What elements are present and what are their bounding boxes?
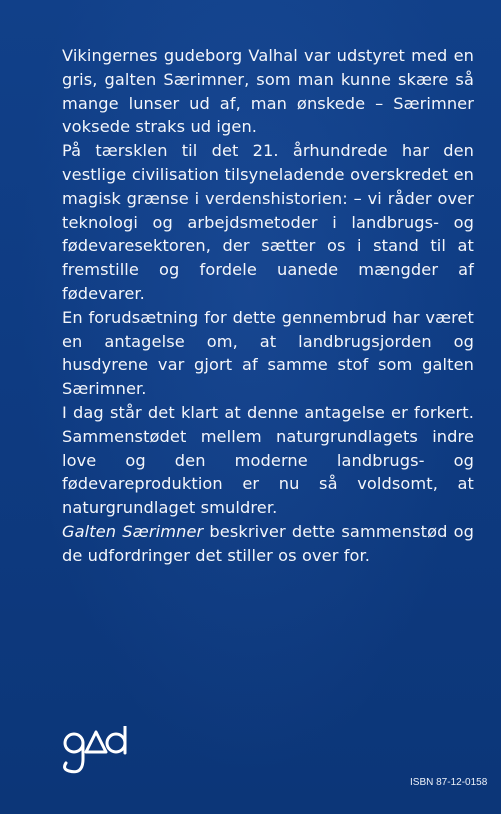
cover-blurb <box>62 44 474 568</box>
blurb-paragraph-2: På tærsklen til det 21. århundrede har den vestlige civilisation tilsyneladende overskredet en magisk grænse i verdenshistorien: – vi råder over teknologi og arbejdsmetoder i landbrugs- og fødevaresektoren, der sætter os i stand til at fremstille og fordele uanede mængder af fødevarer. <box>62 141 474 303</box>
blurb-paragraph-5 <box>62 520 474 568</box>
gad-publisher-logo <box>62 726 132 782</box>
blurb-paragraph-3: En forudsætning for dette gennembrud har været en antagelse om, at landbrugsjorden og husdyrene var gjort af samme stof som galten Særimner. <box>62 307 474 399</box>
blurb-paragraph-1: Vikingernes gudeborg Valhal var udstyret med en gris, galten Særimner, som man kunne skære så mange lunser ud af, man ønskede – Særimner voksede straks ud igen. <box>62 46 474 137</box>
blurb-paragraph-5-text: beskriver dette sammenstød og de udfordringer det stiller os over for. <box>62 521 474 565</box>
book-title-italic: Galten Særimner <box>62 521 204 541</box>
isbn-label: ISBN 87-12-0158 <box>410 777 488 788</box>
blurb-paragraph-4: I dag står det klart at denne antagelse er forkert. Sammenstødet mellem naturgrundlagets indre love og den moderne landbrugs- og fødevareproduktion er nu så voldsomt, at naturgrundlaget smuldrer. <box>62 402 474 518</box>
